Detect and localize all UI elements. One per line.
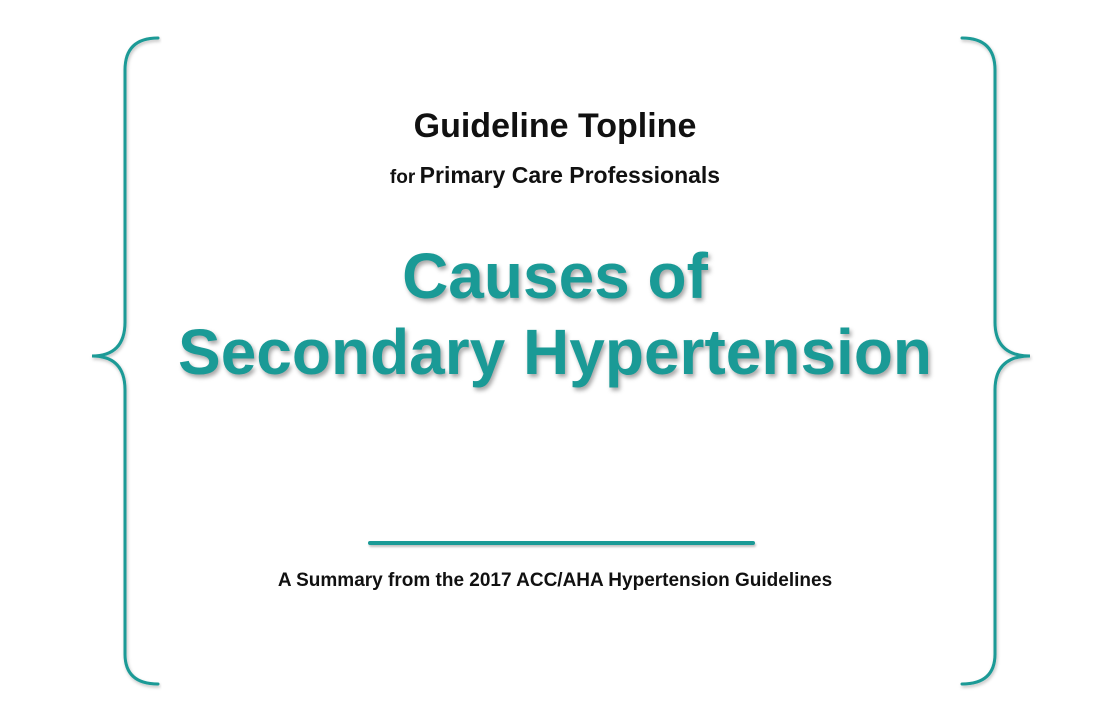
- title-line-1: Causes of: [402, 240, 708, 312]
- slide-title: [0, 238, 1110, 390]
- title-line-2: Secondary Hypertension: [178, 316, 932, 388]
- slide-subtitle: [0, 162, 1110, 189]
- slide-overline: Guideline Topline: [413, 107, 697, 145]
- subtitle-audience: Primary Care Professionals: [419, 162, 721, 188]
- summary-caption: A Summary from the 2017 ACC/AHA Hypertension Guidelines: [277, 570, 833, 591]
- subtitle-prefix: for: [389, 167, 416, 188]
- divider-line: [368, 541, 755, 545]
